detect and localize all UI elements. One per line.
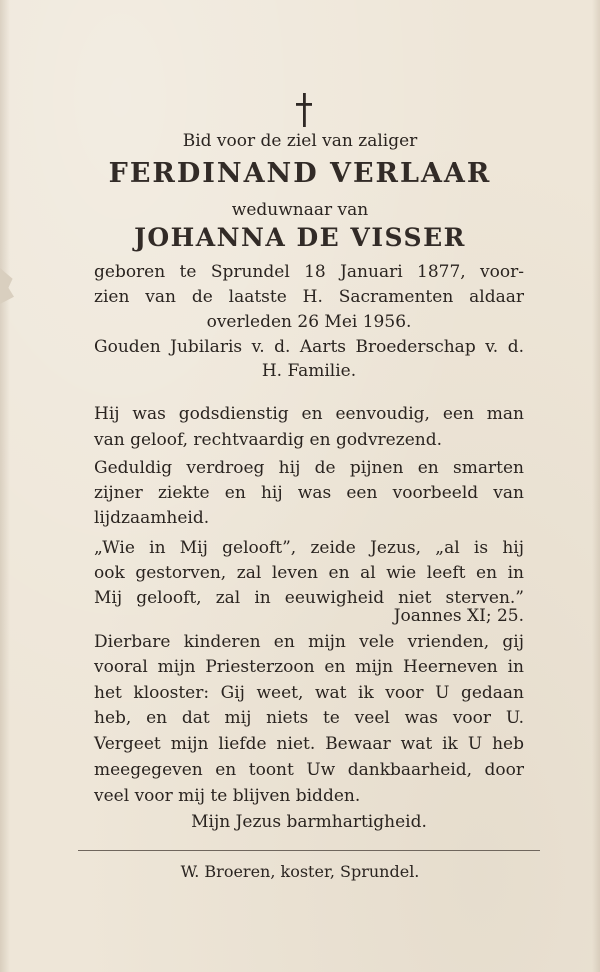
body-line-4: zijner ziekte en hij was een voorbeeld van [94, 483, 524, 503]
spouse-name: JOHANNA DE VISSER [134, 223, 466, 252]
cross-icon [292, 92, 316, 128]
body-line-7: vooral mijn Priesterzoon en mijn Heerneven in [94, 657, 524, 677]
closing-line: Mijn Jezus barmhartigheid. [191, 812, 427, 832]
body-line-5: lijdzaamheid. [94, 508, 210, 528]
body-line-1: Hij was godsdienstig en eenvoudig, een man [94, 404, 524, 424]
footer-divider [78, 850, 540, 851]
body-line-12: veel voor mij te blijven bidden. [94, 786, 361, 806]
body-line-9: heb, en dat mij niets te veel was voor U. [94, 708, 524, 728]
family-line: H. Familie. [261, 361, 357, 381]
birth-line: geboren te Sprundel 18 Januari 1877, voor- [94, 262, 524, 282]
deceased-name: FERDINAND VERLAAR [108, 158, 492, 189]
body-line-2: van geloof, rechtvaardig en godvrezend. [94, 430, 442, 450]
body-line-3: Geduldig verdroeg hij de pijnen en smarten [94, 458, 524, 478]
body-line-8: het klooster: Gij weet, wat ik voor U gedaan [94, 683, 524, 703]
sacraments-line: zien van de laatste H. Sacramenten aldaar [94, 287, 524, 307]
intro-line: Bid voor de ziel van zaliger [182, 131, 418, 151]
body-line-6: Dierbare kinderen en mijn vele vrienden, gij [94, 632, 524, 652]
quote-line-1: „Wie in Mij gelooft”, zeide Jezus, „al is hij [94, 538, 524, 558]
quote-line-2: ook gestorven, zal leven en al wie leeft en in [94, 563, 524, 583]
scripture-reference: Joannes XI; 25. [393, 606, 524, 626]
body-line-10: Vergeet mijn liefde niet. Bewaar wat ik U heb [94, 734, 524, 754]
jubilarian-line: Gouden Jubilaris v. d. Aarts Broederschap v. d. [94, 337, 524, 357]
death-date-line: overleden 26 Mei 1956. [206, 312, 412, 332]
quote-line-3: Mij gelooft, zal in eeuwigheid niet sterven.” [94, 588, 524, 608]
relation-line: weduwnaar van [231, 200, 369, 220]
printer-credit: W. Broeren, koster, Sprundel. [180, 862, 420, 881]
body-line-11: meegegeven en toont Uw dankbaarheid, door [94, 760, 524, 780]
